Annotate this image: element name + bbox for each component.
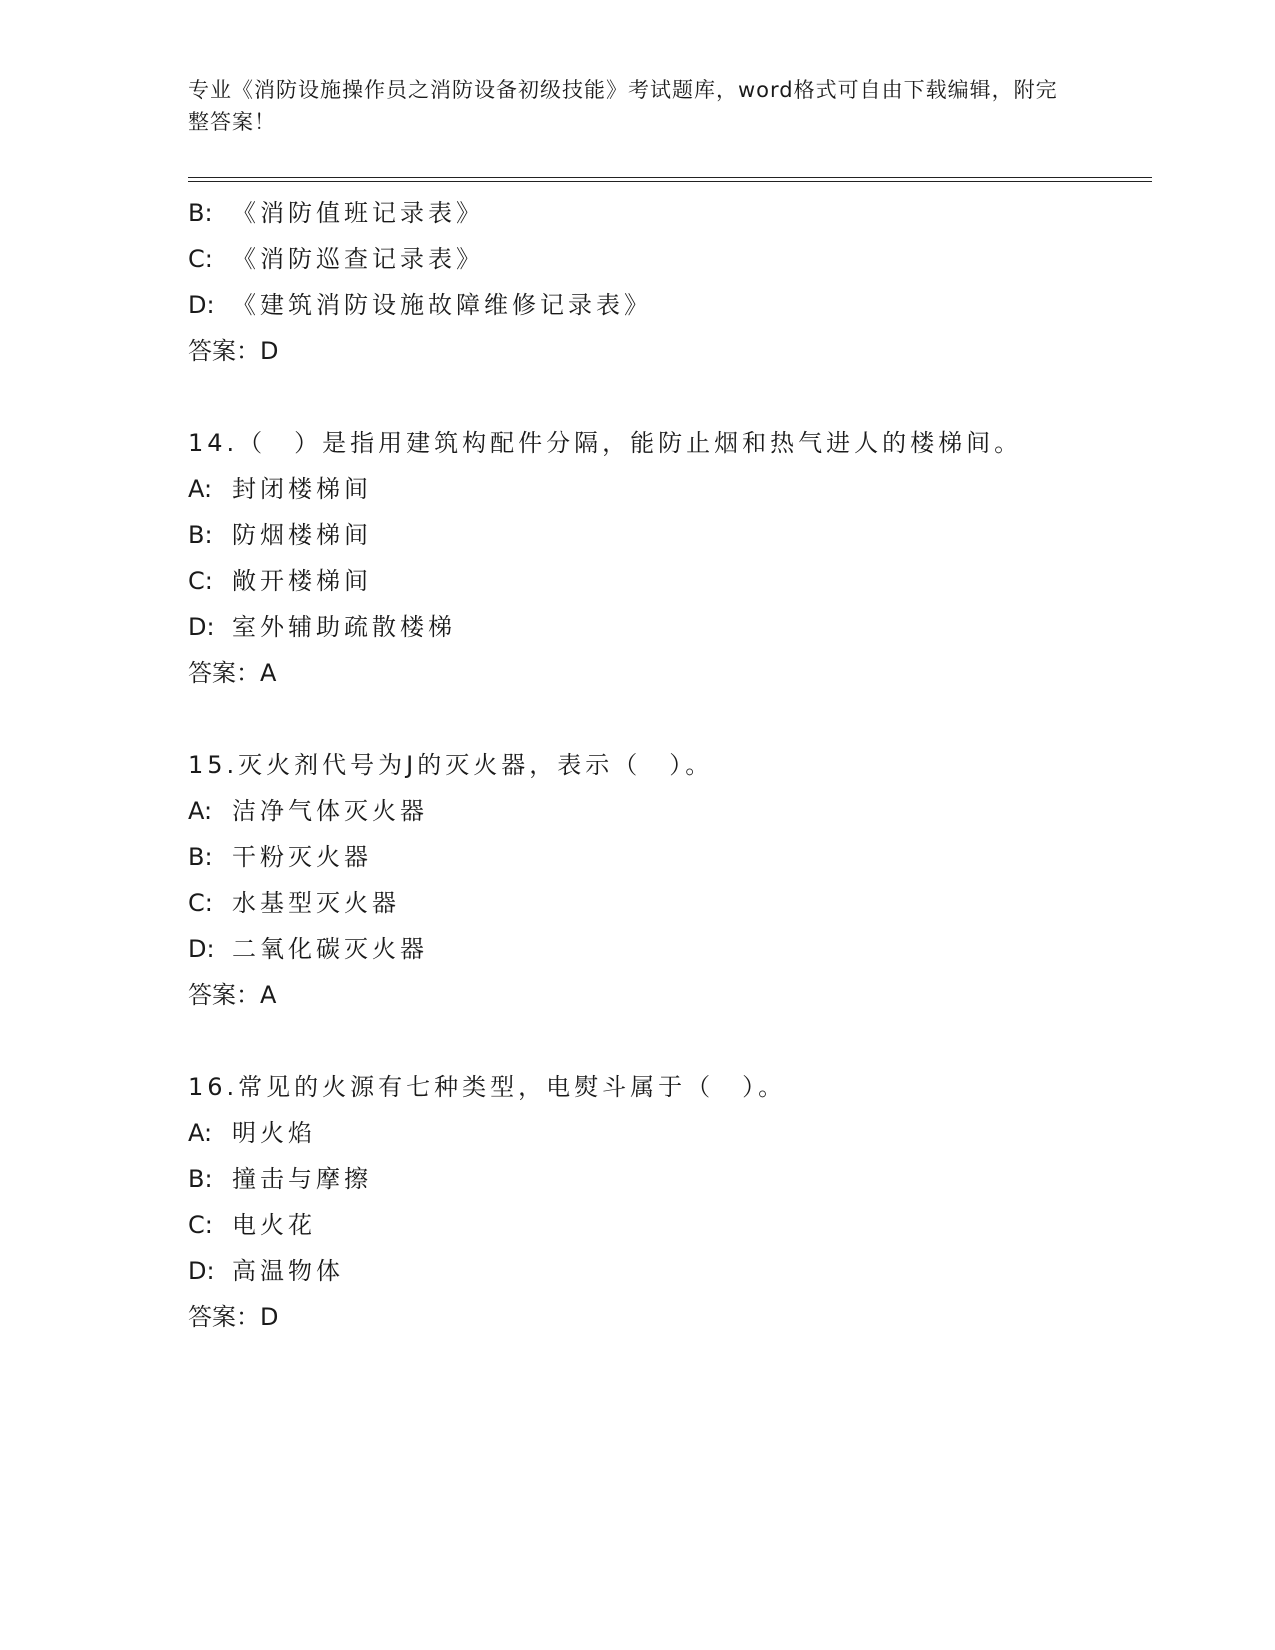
answer-row bbox=[188, 328, 1148, 374]
option-row bbox=[188, 1202, 1148, 1248]
document-header bbox=[188, 74, 1068, 138]
option-row bbox=[188, 558, 1148, 604]
option-text: 《消防值班记录表》 bbox=[232, 199, 484, 227]
answer-value: A bbox=[260, 659, 281, 687]
answer-value: D bbox=[260, 1303, 283, 1331]
option-letter: A: bbox=[188, 475, 213, 503]
answer-label: 答案： bbox=[188, 1303, 260, 1331]
option-row bbox=[188, 880, 1148, 926]
option-letter: D: bbox=[188, 1257, 215, 1285]
header-divider-bottom bbox=[188, 181, 1152, 182]
question-block bbox=[188, 420, 1148, 696]
option-row bbox=[188, 834, 1148, 880]
option-row bbox=[188, 236, 1148, 282]
question-block bbox=[188, 742, 1148, 1018]
option-row bbox=[188, 1110, 1148, 1156]
question-list bbox=[188, 190, 1148, 1340]
spacer bbox=[188, 696, 1148, 742]
option-row bbox=[188, 282, 1148, 328]
option-row bbox=[188, 466, 1148, 512]
option-row bbox=[188, 512, 1148, 558]
option-letter: D: bbox=[188, 291, 215, 319]
answer-label: 答案： bbox=[188, 659, 260, 687]
option-row bbox=[188, 1248, 1148, 1294]
spacer bbox=[188, 374, 1148, 420]
option-text: 高温物体 bbox=[232, 1257, 344, 1285]
answer-label: 答案： bbox=[188, 337, 260, 365]
option-letter: B: bbox=[188, 199, 213, 227]
answer-value: A bbox=[260, 981, 281, 1009]
option-text: 封闭楼梯间 bbox=[232, 475, 372, 503]
answer-label: 答案： bbox=[188, 981, 260, 1009]
option-text: 敞开楼梯间 bbox=[232, 567, 372, 595]
option-row bbox=[188, 1156, 1148, 1202]
option-text: 《消防巡查记录表》 bbox=[232, 245, 484, 273]
header-text: 专业《消防设施操作员之消防设备初级技能》考试题库，word格式可自由下载编辑，附完整答案！ bbox=[188, 78, 1058, 134]
question-block bbox=[188, 190, 1148, 374]
question-stem: 16.常见的火源有七种类型，电熨斗属于（ ）。 bbox=[188, 1073, 787, 1101]
option-letter: C: bbox=[188, 889, 213, 917]
option-letter: D: bbox=[188, 613, 215, 641]
option-letter: D: bbox=[188, 935, 215, 963]
option-text: 防烟楼梯间 bbox=[232, 521, 372, 549]
question-stem: 14.（ ）是指用建筑构配件分隔，能防止烟和热气进人的楼梯间。 bbox=[188, 429, 1023, 457]
option-text: 二氧化碳灭火器 bbox=[232, 935, 428, 963]
option-text: 明火焰 bbox=[232, 1119, 316, 1147]
option-text: 洁净气体灭火器 bbox=[232, 797, 428, 825]
option-letter: A: bbox=[188, 1119, 213, 1147]
option-letter: C: bbox=[188, 567, 213, 595]
option-text: 室外辅助疏散楼梯 bbox=[232, 613, 456, 641]
option-letter: C: bbox=[188, 245, 213, 273]
answer-row bbox=[188, 972, 1148, 1018]
option-text: 水基型灭火器 bbox=[232, 889, 400, 917]
option-row bbox=[188, 190, 1148, 236]
answer-row bbox=[188, 1294, 1148, 1340]
option-row bbox=[188, 926, 1148, 972]
option-letter: B: bbox=[188, 521, 213, 549]
answer-value: D bbox=[260, 337, 283, 365]
option-text: 电火花 bbox=[232, 1211, 316, 1239]
option-letter: A: bbox=[188, 797, 213, 825]
option-row bbox=[188, 788, 1148, 834]
option-letter: C: bbox=[188, 1211, 213, 1239]
option-letter: B: bbox=[188, 1165, 213, 1193]
question-block bbox=[188, 1064, 1148, 1340]
header-divider-top bbox=[188, 177, 1152, 178]
spacer bbox=[188, 1018, 1148, 1064]
option-text: 干粉灭火器 bbox=[232, 843, 372, 871]
question-stem: 15.灭火剂代号为J的灭火器，表示（ ）。 bbox=[188, 751, 714, 779]
option-row bbox=[188, 604, 1148, 650]
answer-row bbox=[188, 650, 1148, 696]
option-text: 《建筑消防设施故障维修记录表》 bbox=[232, 291, 652, 319]
option-letter: B: bbox=[188, 843, 213, 871]
option-text: 撞击与摩擦 bbox=[232, 1165, 372, 1193]
